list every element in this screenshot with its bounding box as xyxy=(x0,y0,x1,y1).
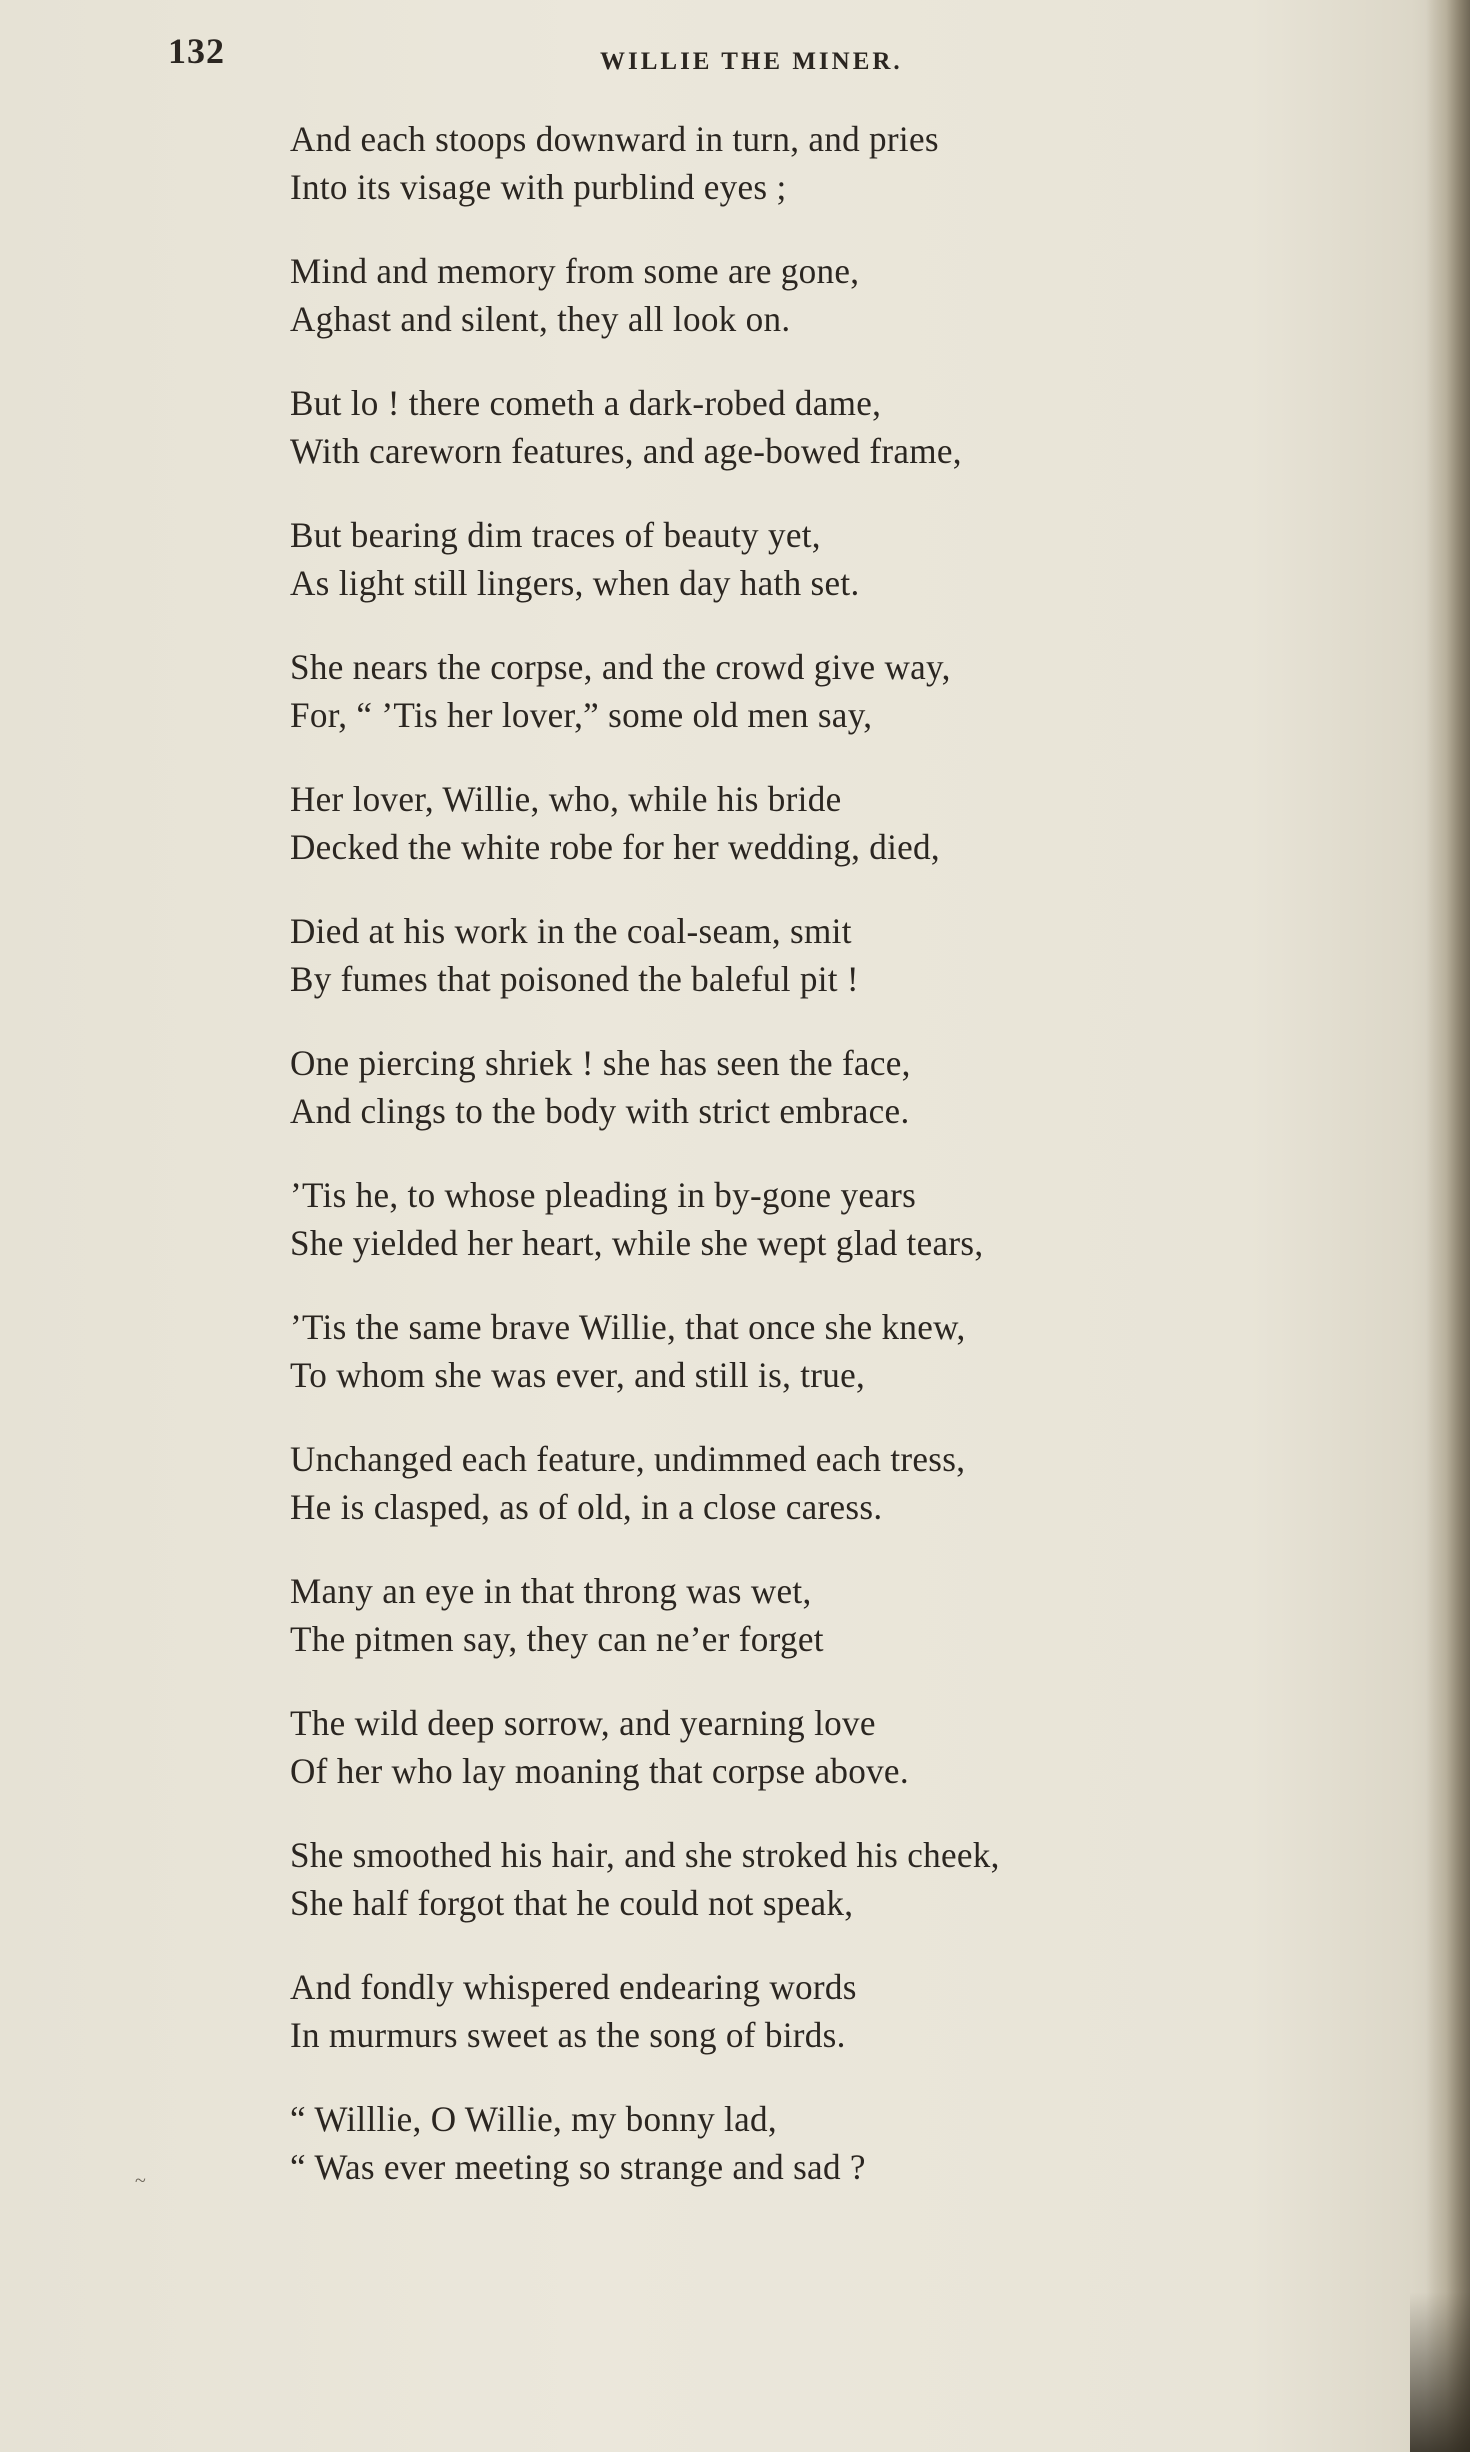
poem-line: For, “ ’Tis her lover,” some old men say, xyxy=(290,695,873,735)
ink-speck-mark: ~ xyxy=(135,2170,146,2192)
stanza xyxy=(290,379,1110,511)
show-through-from-reverse-page xyxy=(1090,120,1420,2320)
stanza xyxy=(290,1567,1110,1699)
poem-line: By fumes that poisoned the baleful pit ! xyxy=(290,959,859,999)
stanza xyxy=(290,1303,1110,1435)
poem-line: As light still lingers, when day hath set. xyxy=(290,563,860,603)
poem-line: The wild deep sorrow, and yearning love xyxy=(290,1703,876,1743)
poem-line: Into its visage with purblind eyes ; xyxy=(290,167,787,207)
poem-line: “ Was ever meeting so strange and sad ? xyxy=(290,2147,866,2187)
poem-line: She half forgot that he could not speak, xyxy=(290,1883,854,1923)
stanza xyxy=(290,643,1110,775)
stanza xyxy=(290,1171,1110,1303)
poem-line: But bearing dim traces of beauty yet, xyxy=(290,515,821,555)
poem-line: The pitmen say, they can ne’er forget xyxy=(290,1619,824,1659)
poem-line: Unchanged each feature, undimmed each tress, xyxy=(290,1439,966,1479)
stanza xyxy=(290,1831,1110,1963)
poem-line: She smoothed his hair, and she stroked his cheek, xyxy=(290,1835,1000,1875)
running-head: WILLIE THE MINER. xyxy=(600,48,903,75)
poem-line: But lo ! there cometh a dark-robed dame, xyxy=(290,383,882,423)
poem-line: Her lover, Willie, who, while his bride xyxy=(290,779,842,819)
stanza xyxy=(290,775,1110,907)
poem-line: ’Tis the same brave Willie, that once she knew, xyxy=(290,1307,966,1347)
stanza xyxy=(290,1039,1110,1171)
poem-line: Aghast and silent, they all look on. xyxy=(290,299,791,339)
stanza xyxy=(290,907,1110,1039)
book-gutter-edge xyxy=(1426,0,1470,2452)
poem-line: One piercing shriek ! she has seen the face, xyxy=(290,1043,911,1083)
stanza xyxy=(290,115,1110,247)
poem-line: With careworn features, and age-bowed frame, xyxy=(290,431,962,471)
poem-line: Many an eye in that throng was wet, xyxy=(290,1571,812,1611)
poem-line: Of her who lay moaning that corpse above. xyxy=(290,1751,909,1791)
stanza xyxy=(290,247,1110,379)
poem-line: To whom she was ever, and still is, true, xyxy=(290,1355,866,1395)
stanza xyxy=(290,511,1110,643)
poem-line: ’Tis he, to whose pleading in by-gone years xyxy=(290,1175,917,1215)
poem-line: And fondly whispered endearing words xyxy=(290,1967,857,2007)
poem-line: She yielded her heart, while she wept glad tears, xyxy=(290,1223,984,1263)
poem-line: She nears the corpse, and the crowd give way, xyxy=(290,647,951,687)
poem-line: And clings to the body with strict embrace. xyxy=(290,1091,910,1131)
stanza xyxy=(290,1435,1110,1567)
poem-line: Mind and memory from some are gone, xyxy=(290,251,860,291)
gutter-shadow xyxy=(1410,2292,1470,2452)
stanza xyxy=(290,1963,1110,2095)
poem-line: In murmurs sweet as the song of birds. xyxy=(290,2015,846,2055)
page-number: 132 xyxy=(168,31,225,71)
poem-line: Died at his work in the coal-seam, smit xyxy=(290,911,852,951)
poem-line: “ Willlie, O Willie, my bonny lad, xyxy=(290,2099,777,2139)
poem-line: And each stoops downward in turn, and pries xyxy=(290,119,939,159)
poem-line: Decked the white robe for her wedding, died, xyxy=(290,827,940,867)
poem-body xyxy=(290,115,1110,2227)
poem-line: He is clasped, as of old, in a close caress. xyxy=(290,1487,883,1527)
stanza xyxy=(290,2095,1110,2227)
stanza xyxy=(290,1699,1110,1831)
